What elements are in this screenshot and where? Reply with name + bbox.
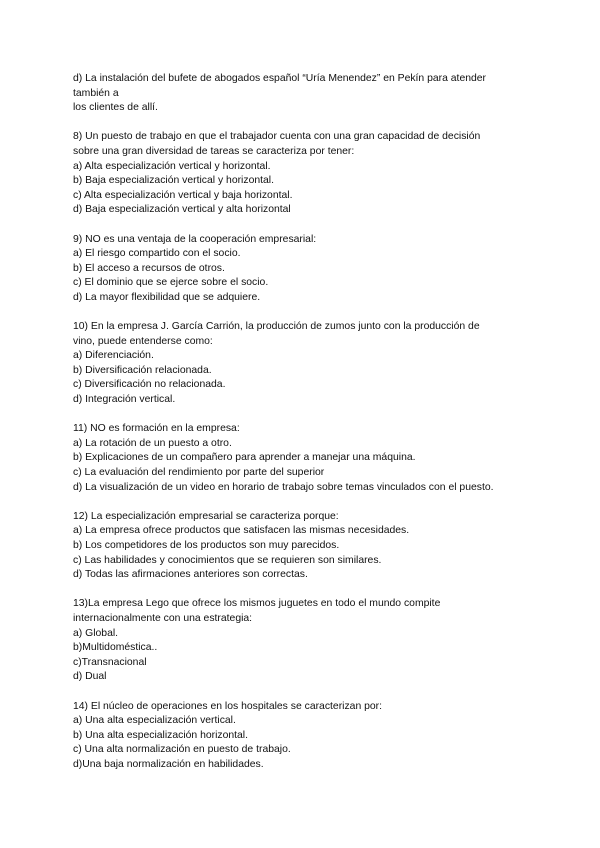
question-stem: sobre una gran diversidad de tareas se caracteriza por tener: [73, 145, 355, 157]
answer-option: c) Una alta normalización en puesto de trabajo. [73, 744, 291, 756]
question-stem: 8) Un puesto de trabajo en que el trabajador cuenta con una gran capacidad de decisión [73, 131, 481, 143]
answer-option: c)Transnacional [73, 656, 147, 668]
question-14 [73, 700, 540, 773]
answer-option: d) Baja especialización vertical y alta horizontal [73, 204, 291, 216]
question-stem: 10) En la empresa J. García Carrión, la producción de zumos junto con la producción de [73, 321, 480, 333]
answer-option: d) Todas las afirmaciones anteriores son correctas. [73, 569, 308, 581]
answer-option: c) Alta especialización vertical y baja horizontal. [73, 189, 293, 201]
answer-option: d) La mayor flexibilidad que se adquiere. [73, 291, 261, 303]
question-11 [73, 422, 540, 495]
answer-option: c) Diversificación no relacionada. [73, 379, 226, 391]
answer-option: a) Diferenciación. [73, 350, 154, 362]
answer-option: a) Alta especialización vertical y horizontal. [73, 160, 271, 172]
answer-option: a) Global. [73, 627, 119, 639]
answer-option: a) Una alta especialización vertical. [73, 715, 236, 727]
question-13 [73, 597, 540, 685]
answer-option: b)Multidoméstica.. [73, 642, 158, 654]
intro-block [73, 72, 540, 116]
question-stem: 12) La especialización empresarial se caracteriza porque: [73, 510, 339, 522]
answer-option: b) Los competidores de los productos son muy parecidos. [73, 540, 340, 551]
answer-option: d) La visualización de un video en horario de trabajo sobre temas vinculados con el puesto. [73, 481, 494, 493]
answer-option: c) El dominio que se ejerce sobre el socio. [73, 277, 269, 289]
answer-option: a) El riesgo compartido con el socio. [73, 248, 241, 260]
answer-option: d) Integración vertical. [73, 394, 176, 406]
question-stem: internacionalmente con una estrategia: [73, 612, 253, 624]
answer-option: a) La rotación de un puesto a otro. [73, 437, 232, 449]
answer-option: d) Dual [73, 671, 107, 683]
question-10 [73, 320, 540, 408]
answer-option: b) Diversificación relacionada. [73, 364, 212, 376]
question-stem: 13)La empresa Lego que ofrece los mismos juguetes en todo el mundo compite [73, 598, 441, 610]
answer-option: b) El acceso a recursos de otros. [73, 262, 225, 274]
question-12 [73, 510, 540, 583]
answer-option: b) Explicaciones de un compañero para aprender a manejar una máquina. [73, 452, 416, 464]
question-stem: 11) NO es formación en la empresa: [73, 423, 240, 435]
answer-option: b) Una alta especialización horizontal. [73, 729, 249, 741]
intro-line: los clientes de allí. [73, 102, 158, 114]
question-9 [73, 233, 540, 306]
answer-option: c) La evaluación del rendimiento por parte del superior [73, 467, 325, 479]
answer-option: b) Baja especialización vertical y horizontal. [73, 175, 274, 187]
question-8 [73, 130, 540, 218]
question-stem: vino, puede entenderse como: [73, 335, 213, 347]
intro-line: también a [73, 87, 119, 99]
question-stem: 14) El núcleo de operaciones en los hospitales se caracterizan por: [73, 700, 383, 712]
answer-option: c) Las habilidades y conocimientos que se requieren son similares. [73, 554, 382, 566]
intro-line: d) La instalación del bufete de abogados español “Uría Menendez” en Pekín para atender [73, 73, 487, 84]
question-stem: 9) NO es una ventaja de la cooperación empresarial: [73, 233, 317, 245]
answer-option: d)Una baja normalización en habilidades. [73, 758, 264, 770]
answer-option: a) La empresa ofrece productos que satisfacen las mismas necesidades. [73, 525, 410, 537]
